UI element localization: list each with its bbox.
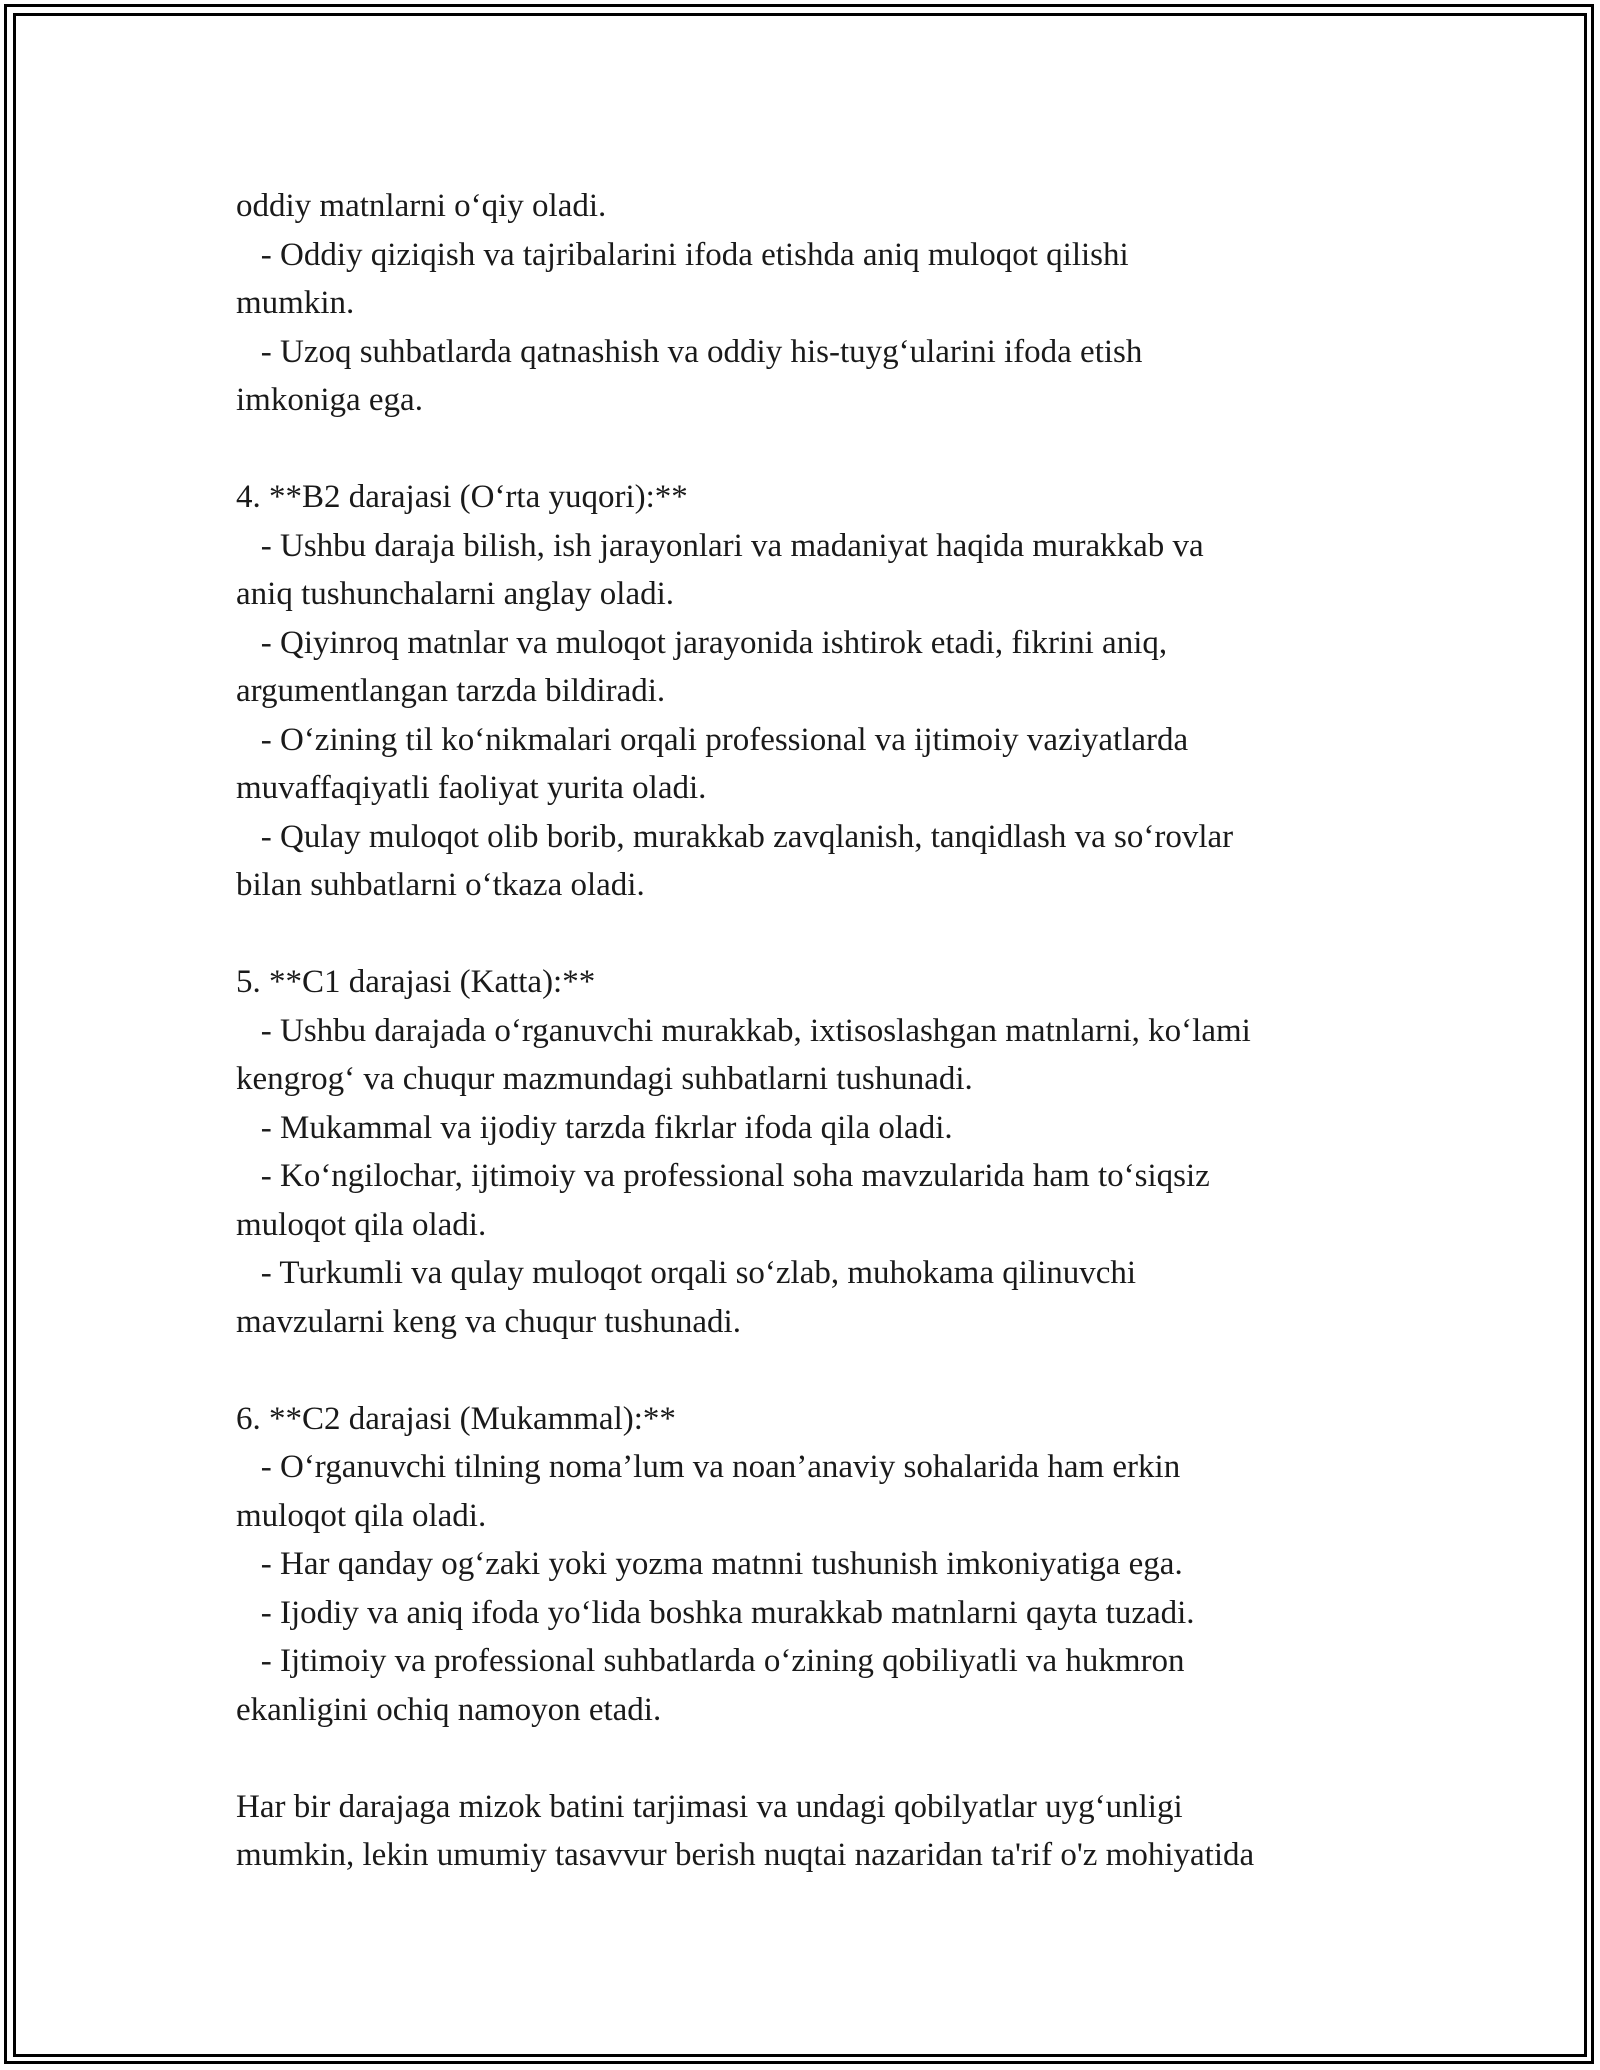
text-line: 6. **C2 darajasi (Mukammal):** [236,1400,676,1437]
text-line [236,1734,1416,1783]
text-line [236,910,1416,959]
text-line: ekanligini ochiq namoyon etadi. [236,1691,662,1728]
text-line: oddiy matnlarni o‘qiy oladi. [236,188,607,224]
text-line: kengrog‘ va chuqur mazmundagi suhbatlarni tushunadi. [236,1061,973,1097]
text-line: - Mukammal va ijodiy tarzda fikrlar ifoda qila oladi. [236,1109,953,1146]
text-line: - Ushbu darajada o‘rganuvchi murakkab, ixtisoslashgan matnlarni, ko‘lami [236,1012,1251,1049]
text-line: 5. **C1 darajasi (Katta):** [236,964,596,1000]
text-line: - Ushbu daraja bilish, ish jarayonlari va madaniyat haqida murakkab va [236,527,1204,564]
text-line: - Ijodiy va aniq ifoda yo‘lida boshka murakkab matnlarni qayta tuzadi. [236,1594,1195,1631]
text-line: - Oddiy qiziqish va tajribalarini ifoda etishda aniq muloqot qilishi [236,236,1129,273]
text-line: imkoniga ega. [236,382,423,418]
text-line: - Har qanday og‘zaki yoki yozma matnni tushunish imkoniyatiga ega. [236,1546,1183,1582]
text-line [236,1346,1416,1395]
text-line: argumentlangan tarzda bildiradi. [236,673,666,709]
text-line [236,425,1416,474]
text-line: muvaffaqiyatli faoliyat yurita oladi. [236,770,707,806]
text-line: mavzularni keng va chuqur tushunadi. [236,1303,741,1340]
text-line: - Turkumli va qulay muloqot orqali so‘zlab, muhokama qilinuvchi [236,1255,1137,1291]
document-body [236,182,1416,1880]
text-line: - Ijtimoiy va professional suhbatlarda o‘zining qobiliyatli va hukmron [236,1643,1185,1679]
text-line: muloqot qila oladi. [236,1206,487,1243]
text-line: mumkin, lekin umumiy tasavvur berish nuqtai nazaridan ta'rif o'z mohiyatida [236,1837,1255,1873]
text-line: - O‘rganuvchi tilning noma’lum va noan’anaviy sohalarida ham erkin [236,1449,1181,1485]
text-line: - Uzoq suhbatlarda qatnashish va oddiy his-tuyg‘ularini ifoda etish [236,333,1143,370]
text-line: aniq tushunchalarni anglay oladi. [236,576,675,612]
text-line: muloqot qila oladi. [236,1497,487,1534]
text-line: - Ko‘ngilochar, ijtimoiy va professional soha mavzularida ham to‘siqsiz [236,1158,1210,1194]
text-line: bilan suhbatlarni o‘tkaza oladi. [236,867,645,903]
text-line: Har bir darajaga mizok batini tarjimasi va undagi qobilyatlar uyg‘unligi [236,1788,1183,1825]
text-line: - Qulay muloqot olib borib, murakkab zavqlanish, tanqidlash va so‘rovlar [236,818,1234,855]
text-line: - O‘zining til ko‘nikmalari orqali professional va ijtimoiy vaziyatlarda [236,721,1189,758]
text-line: - Qiyinroq matnlar va muloqot jarayonida ishtirok etadi, fikrini aniq, [236,624,1168,661]
text-line: 4. **B2 darajasi (O‘rta yuqori):** [236,479,688,515]
text-line: mumkin. [236,285,355,321]
